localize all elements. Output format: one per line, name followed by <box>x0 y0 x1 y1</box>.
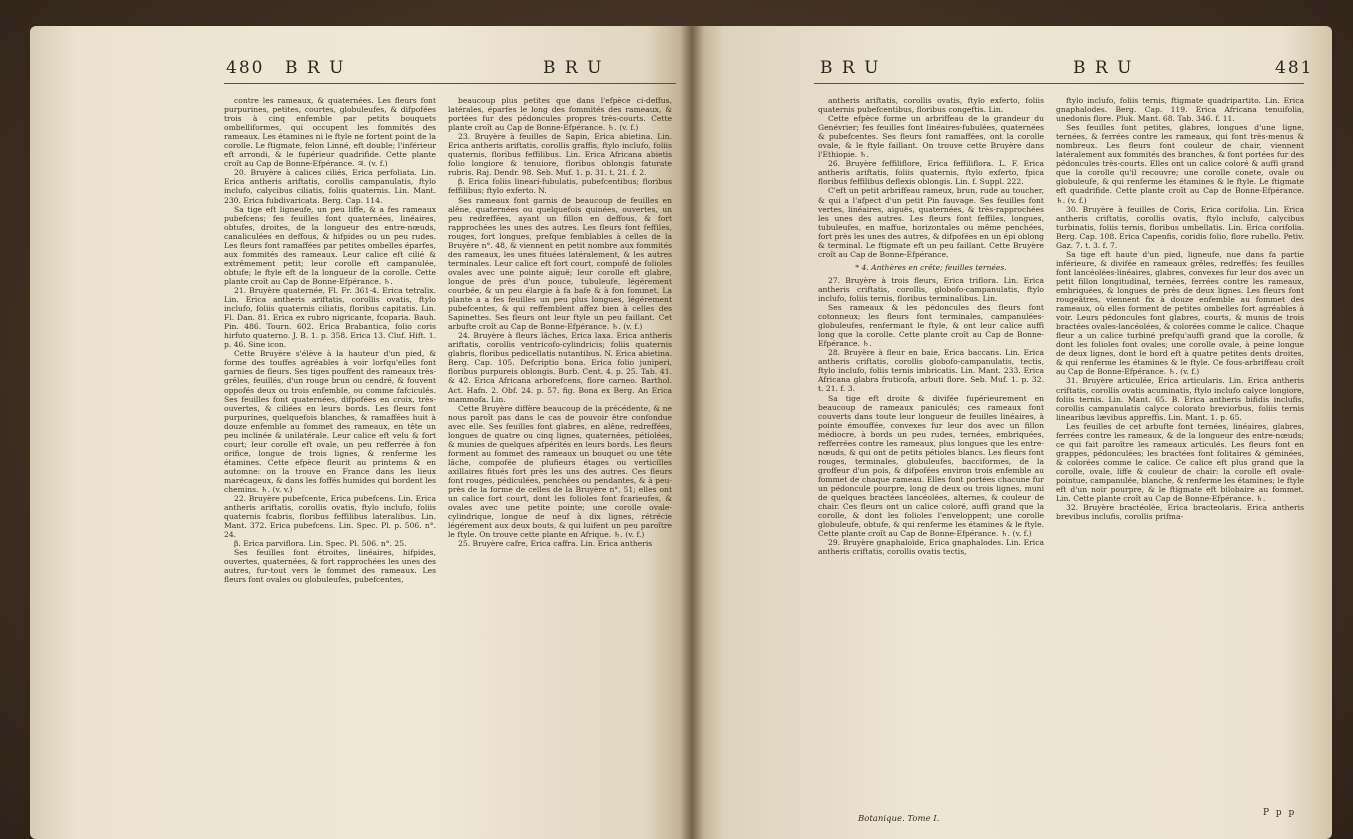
paragraph: Cette Bruyère diffère beaucoup de la précédente, & ne nous paroît pas dans le cas de pouvoir être confondue avec elle. Ses feuilles font glabres, en alêne, redreffées, longues de quatre ou cinq lignes, quaternées, pétiolées, & munies de quelques afpérités en leurs bords. Les fleurs forment au fommet des rameaux un bouquet ou une tête lâche, compofée de plufieurs étages ou verticilles axillaires fitués fort près les uns des autres. Ces fleurs font rouges, pédiculées, penchées ou pendantes, & à peu-près de la forme de celles de la Bruyère n°. 51; elles ont un calice fort court, dont les folioles font fcarieufes, & ovales avec une petite pointe; une corolle ovale-cylindrique, longue de neuf à dix lignes, rétrécie légérement aux deux bouts, & qui luifent un peu paroître le ftyle. On trouve cette plante en Afrique. ♄. (v. f.) <box>448 403 672 540</box>
left-running-head-1: B R U <box>285 58 346 78</box>
paragraph: beaucoup plus petites que dans l'efpèce ci-deffus, latérales, éparfes le long des fommités des rameaux, & portées fur des pédoncules propres très-courts. Cette plante croît au Cap de Bonne-Efpérance. ♄. (v. f.) <box>448 96 672 133</box>
volume-footer: Botanique. Tome I. <box>858 814 940 824</box>
paragraph: 28. Bruyère à fleur en baie, Erica baccans. Lin. Erica antheris criftatis, corollis globofo-campanulatis, tectis, ftylo inclufo, foliis ternis imbricatis. Lin. Mant. 233. Erica Africana glabra fruticofa, arbuti flore. Seb. Muf. 1. p. 32. t. 21. f. 3. <box>818 348 1044 394</box>
paragraph: 26. Bruyère feffiliflore, Erica feffiliflora. L. F. Erica antheris ariftatis, foliis quaternis, ftylo exferto, fpica floribus feffilibus deflexis oblongis. Lin. f. Suppl. 222. <box>818 159 1044 187</box>
signature-mark: P p p <box>1263 808 1297 818</box>
paragraph: ftylo inclufo, foliis ternis, ftigmate quadripartito. Lin. Erica gnaphalodes. Berg. Cap. 119. Erica Africana tenuifolia, unedonis flore. Pluk. Mant. 68. Tab. 346. f. 11. <box>1056 96 1304 124</box>
paragraph: Ses feuilles font étroites, linéaires, hifpides, ouvertes, quaternées, & fort rapprochées les unes des autres, fur-tout vers le fommet des rameaux. Les fleurs font ovales ou globuleufes, pubefcentes, <box>224 548 436 585</box>
paragraph: 22. Bruyère pubefcente, Erica pubefcens. Lin. Erica antheris ariftatis, corollis ovatis, ftylo inclufo, foliis quaternis fcabris, floribus feffilibus lateralibus. Lin. Mant. 372. Erica pubefcens. Lin. Spec. Pl. p. 506. n°. 24. <box>224 494 436 540</box>
right-header-rule <box>814 83 1304 84</box>
paragraph: 30. Bruyère à feuilles de Coris, Erica corifolia. Lin. Erica antheris criftatis, corollis ovatis, ftylo inclufo, calycibus turbinatis, foliis ternis, floribus umbellatis. Lin. Erica corifolia. Berg. Cap. 108. Erica Capenfis, coridis folio, flore rubello. Petiv. Gaz. 7. t. 3. f. 7. <box>1056 204 1304 250</box>
paragraph: 21. Bruyère quaternée, Fl. Fr. 361-4. Erica tetralix. Lin. Erica antheris ariftatis, corollis ovatis, ftylo inclufo, foliis quaternis ciliatis, floribus capitatis. Lin. Fl. Dan. 81. Erica ex rubro nigricante, fcoparia. Bauh. Pin. 486. Tourn. 602. Erica Brabantica, folio coris hirfuto quaterno. J. B. 1. p. 358. Erica 13. Cluf. Hift. 1. p. 46. Sine icon. <box>224 285 436 350</box>
paragraph: 29. Bruyère gnaphaloïde, Erica gnaphalodes. Lin. Erica antheris criftatis, corollis ovatis tectis, <box>818 538 1044 557</box>
paragraph: β. Erica foliis lineari-fubulatis, pubefcentibus; floribus feffilibus; ftylo exferto. N. <box>448 177 672 196</box>
right-running-head-1: B R U <box>820 58 881 78</box>
paragraph: contre les rameaux, & quaternées. Les fleurs font purpurines, petites, courtes, globuleufes, & difpofées trois à cinq enfemble par petits bouquets ombelliformes, qui occupent les fommités des rameaux. Les étamines ni le ftyle ne fortent point de la corolle. Le ftigmate, felon Linné, eft double; l'inférieur eft arrondi, & le fupérieur quadrifide. Cette plante croît au Cap de Bonne-Efpérance. ♃. (v. f.) <box>224 96 436 169</box>
left-column-1 <box>224 96 436 808</box>
paragraph: 24. Bruyère à fleurs lâches, Erica laxa. Erica antheris ariftatis, corollis ventricofo-cylindricis; foliis quaternis glabris, floribus pedicellatis nutantibus. N. Erica abietina. Berg. Cap. 105. Defcriptio bona. Erica folio juniperi, floribus purpureis oblongis. Burb. Cent. 4. p. 25. Tab. 41. & 42. Erica Africana arborefcens, flore carneo. Barthol. Act. Hafn. 2. Obf. 24. p. 57. fig. Bona ex Berg. An Erica mammofa. Lin. <box>448 331 672 404</box>
paragraph: Cette Bruyère s'élève à la hauteur d'un pied, & forme des touffes agréables à voir lorfqu'elles font garnies de fleurs. Ses tiges pouffent des rameaux très-grêles, feuillés, d'un rouge brun ou cendré, & fouvent oppofés deux ou trois enfemble, ou comme fafciculés. Ses feuilles font quaternées, difpofées en croix, très-ouvertes, & ciliées en leurs bords. Les fleurs font purpurines, quelquefois blanches, & ramaffées huit à douze enfemble au fommet des rameaux, en tête un peu inclinée & unilatérale. Leur calice eft velu & fort court; leur corolle eft ovale, un peu refferrée à fon orifice, longue de trois lignes, & renferme les étamines. Cette efpèce fleurit au printems & en automne: on la trouve en France dans les lieux marécageux, & dans les foffés humides qui bordent les chemins. ♄. (v. v.) <box>224 349 436 495</box>
paragraph: β. Erica parviflora. Lin. Spec. Pl. 506. n°. 25. <box>234 539 407 549</box>
left-running-head-2: B R U <box>543 58 604 78</box>
right-column-1 <box>818 96 1044 808</box>
paragraph: Sa tige eft droite & divifée fupérieurement en beaucoup de rameaux paniculés; ces rameaux font couverts dans toute leur longueur de feuilles linéaires, à pointe émouffée, convexes fur leur dos avec un fillon médiocre, à bords un peu rudes, ternées, embriquées, refferrées contre les rameaux, plus longues que les entre-nœuds, & qui ont de petits pétioles blancs. Les fleurs font rouges, terminales, globuleufes, bacciformes, de la groffeur d'un pois, & difpofées environ trois enfemble au fommet de chaque rameau. Elles font portées chacune fur un pédoncule pourpre, long de deux ou trois lignes, muni de quelques bractées lancéolées, alternes, & couleur de chair. Ces fleurs ont un calice coloré, auffi grand que la corolle, & dont les folioles l'enveloppent; une corolle globuleufe, obtufe, & qui renferme les étamines & le ftyle. Cette plante croît au Cap de Bonne-Efpérance. ♄. (v. f.) <box>818 393 1044 539</box>
right-column-2 <box>1056 96 1304 808</box>
paragraph: Cette efpèce forme un arbriffeau de la grandeur du Genévrier; fes feuilles font linéaires-fubulées, quaternées & pubefcentes. Ses fleurs font ramaffées, ont la corolle ovale, & le ftyle faillant. On trouve cette Bruyère dans l'Ethiopie. ♄. <box>818 114 1044 160</box>
paragraph: Les feuilles de cet arbufte font ternées, linéaires, glabres, ferrées contre les rameaux, & de la longueur des entre-nœuds; ce qui fait paroître les rameaux articulés. Les fleurs font en grappes, pédonculées; les bractées font folitaires & géminées, & colorées comme le calice. Ce calice eft plus grand que la corolle, ovale, liffe & couleur de chair: la corolle eft ovale-pointue, campanulée, blanche, & renferme les étamines; le ftyle eft d'un noir pourpre, & le ftigmate eft bilobaire au fommet. Lin. Cette plante croît au Cap de Bonne-Efpérance. ♄. <box>1056 421 1304 504</box>
paragraph: Ses rameaux & les pédoncules des fleurs font cotonneux; les fleurs font terminales, campanulées-globuleufes, renfermant le ftyle, & ont leur calice auffi long que la corolle. Cette plante croît au Cap de Bonne-Efpérance. ♄. <box>818 303 1044 349</box>
paragraph: Sa tige eft ligneufe, un peu liffe, & a fes rameaux pubefcens; fes feuilles font quaternées, linéaires, obtufes, droites, de la longueur des entre-nœuds, canaliculées en deffous, & hifpides ou un peu rudes. Les fleurs font ramaffées par petites ombelles éparfes, aux fommités des rameaux. Leur calice eft cilié & extrêmement petit; leur corolle eft campanulée, obtufe; le ftyle eft de la longueur de la corolle. Cette plante croît au Cap de Bonne-Efpérance. ♄. <box>224 204 436 286</box>
right-page-number: 481 <box>1275 58 1314 78</box>
paragraph: 23. Bruyère à feuilles de Sapin, Erica abietina. Lin. Erica antheris ariftatis, corollis graffis, ftylo inclufo, foliis quaternis, floribus feffilibus. Lin. Erica Africana abietis folio longiore & tenuiore, floribus oblongis faturate rubris. Raj. Dendr. 98. Seb. Muf. 1. p. 31. t. 21. f. 2. <box>448 132 672 178</box>
paragraph: 20. Bruyère à calices ciliés, Erica perfoliata. Lin. Erica antheris ariftatis, corollis campanulatis, ftylo inclufo, calycibus ciliatis, foliis quaternis. Lin. Mant. 230. Erica fubdivaricata. Berg. Cap. 114. <box>224 168 436 205</box>
paragraph: antheris ariftatis, corollis ovatis, ftylo exferto, foliis quaternis pubefcentibus, floribus congeftis. Lin. <box>818 96 1044 115</box>
paragraph: 32. Bruyère bractéolée, Erica bracteolaris. Erica antheris brevibus inclufis, corollis prifma- <box>1056 503 1304 522</box>
right-running-head-2: B R U <box>1073 58 1134 78</box>
left-header-rule <box>224 83 676 84</box>
paragraph: 25. Bruyère cafre, Erica caffra. Lin. Erica antheris <box>458 539 653 549</box>
paragraph: Ses feuilles font petites, glabres, longues d'une ligne, ternées, & ferrées contre les rameaux, qui font très-menus & nombreux. Les fleurs font couleur de chair, viennent latéralement aux fommités des branches, & font portées fur des pédoncules très-courts. Elles ont un calice coloré & auffi grand que la corolle qu'il recouvre; une corolle conete, ovale ou globuleufe, & qui renferme les étamines & le ftyle. Le ftigmate eft quadrifide. Cette plante croît au Cap de Bonne-Efpérance. ♄. (v. f.) <box>1056 123 1304 205</box>
paragraph: 31. Bruyère articulée, Erica articularis. Lin. Erica antheris criftatis, corollis ovatis acuminatis, ftylo inclufo calyce longiore, foliis ternis. Lin. Mant. 65. B. Erica antheris bifidis inclufis, corollis campanulatis calyce colorato breviorbus, foliis ternis linearibus lævibus appreffis. Lin. Mant. 1. p. 65. <box>1056 376 1304 422</box>
paragraph: 27. Bruyère à trois fleurs, Erica triflora. Lin. Erica antheris criftatis, corollis, globofo-campanulatis, ftylo inclufo, foliis ternis, floribus terminalibus. Lin. <box>818 275 1044 303</box>
left-column-2 <box>448 96 672 808</box>
left-page-number: 480 <box>226 58 265 78</box>
paragraph: Ses rameaux font garnis de beaucoup de feuilles en alêne, quaternées ou quelquefois quinées, ouvertes, un peu redreffées, ayant un fillon en deffous, & fort rapprochées les unes des autres. Les fleurs font feffiles, rouges, fort longues, prefque femblables à celles de la Bruyère n°. 48, & viennent en petit nombre aux fommités des rameaux, les unes fituées latéralement, & les autres terminales. Leur calice eft fort court, compofé de folioles ovales avec une pointe aiguë; leur corolle eft glabre, longue de près d'un pouce, tubuleufe, légérement courbée, & un peu élargie à fa bafe & à fon fommet. La plante a a fes feuilles un peu plus longues, légérement pubefcentes, & qui reffemblent affez bien à celles des Sapinettes. Ses fleurs ont leur ftyle un peu faillant. Cet arbufte croît au Cap de Bonne-Efpérance. ♄. (v. f.) <box>448 195 672 332</box>
paragraph: * 4. Anthères en crête; feuilles ternées. <box>855 262 1007 272</box>
paragraph: Sa tige eft haute d'un pied, ligneufe, nue dans fa partie inférieure, & divifée en rameaux grêles, redreffés; fes feuilles font lancéolées-linéaires, glabres, convexes fur leur dos avec un petit fillon longitudinal, ternées, ferrées contre les rameaux, embriquées, & longues de près de deux lignes. Les fleurs font rougeâtres, viennent fix à douze enfemble au fommet des rameaux, où elles forment de petites ombelles fort agréables à voir. Leurs pédoncules font glabres, courts, & munis de trois bractées ovales-lancéolées, & colorées comme le calice. Chaque fleur a un calice turbiné prefqu'auffi grand que la corolle, & dont les folioles font ovales; une corolle ovale, à peine longue de deux lignes, dont le bord eft à quatre petites dents droites, & qui renferme les étamines & le ftyle. Ce fous-arbriffeau croît au Cap de Bonne-Efpérance. ♄. (v. f.) <box>1056 249 1304 377</box>
paragraph: C'eft un petit arbriffeau rameux, brun, rude au toucher, & qui a l'afpect d'un petit Pin fauvage. Ses feuilles font vertes, linéaires, aiguës, quaternées, & très-rapprochées les unes des autres. Les fleurs font feffiles, longues, tubuleufes, en maffue, horizontales ou même penchées, fort près les unes des autres, & difpofées en un épi oblong & terminal. Le ftigmate eft un peu faillant. Cette Bruyère croît au Cap de Bonne-Efpérance. <box>818 186 1044 259</box>
